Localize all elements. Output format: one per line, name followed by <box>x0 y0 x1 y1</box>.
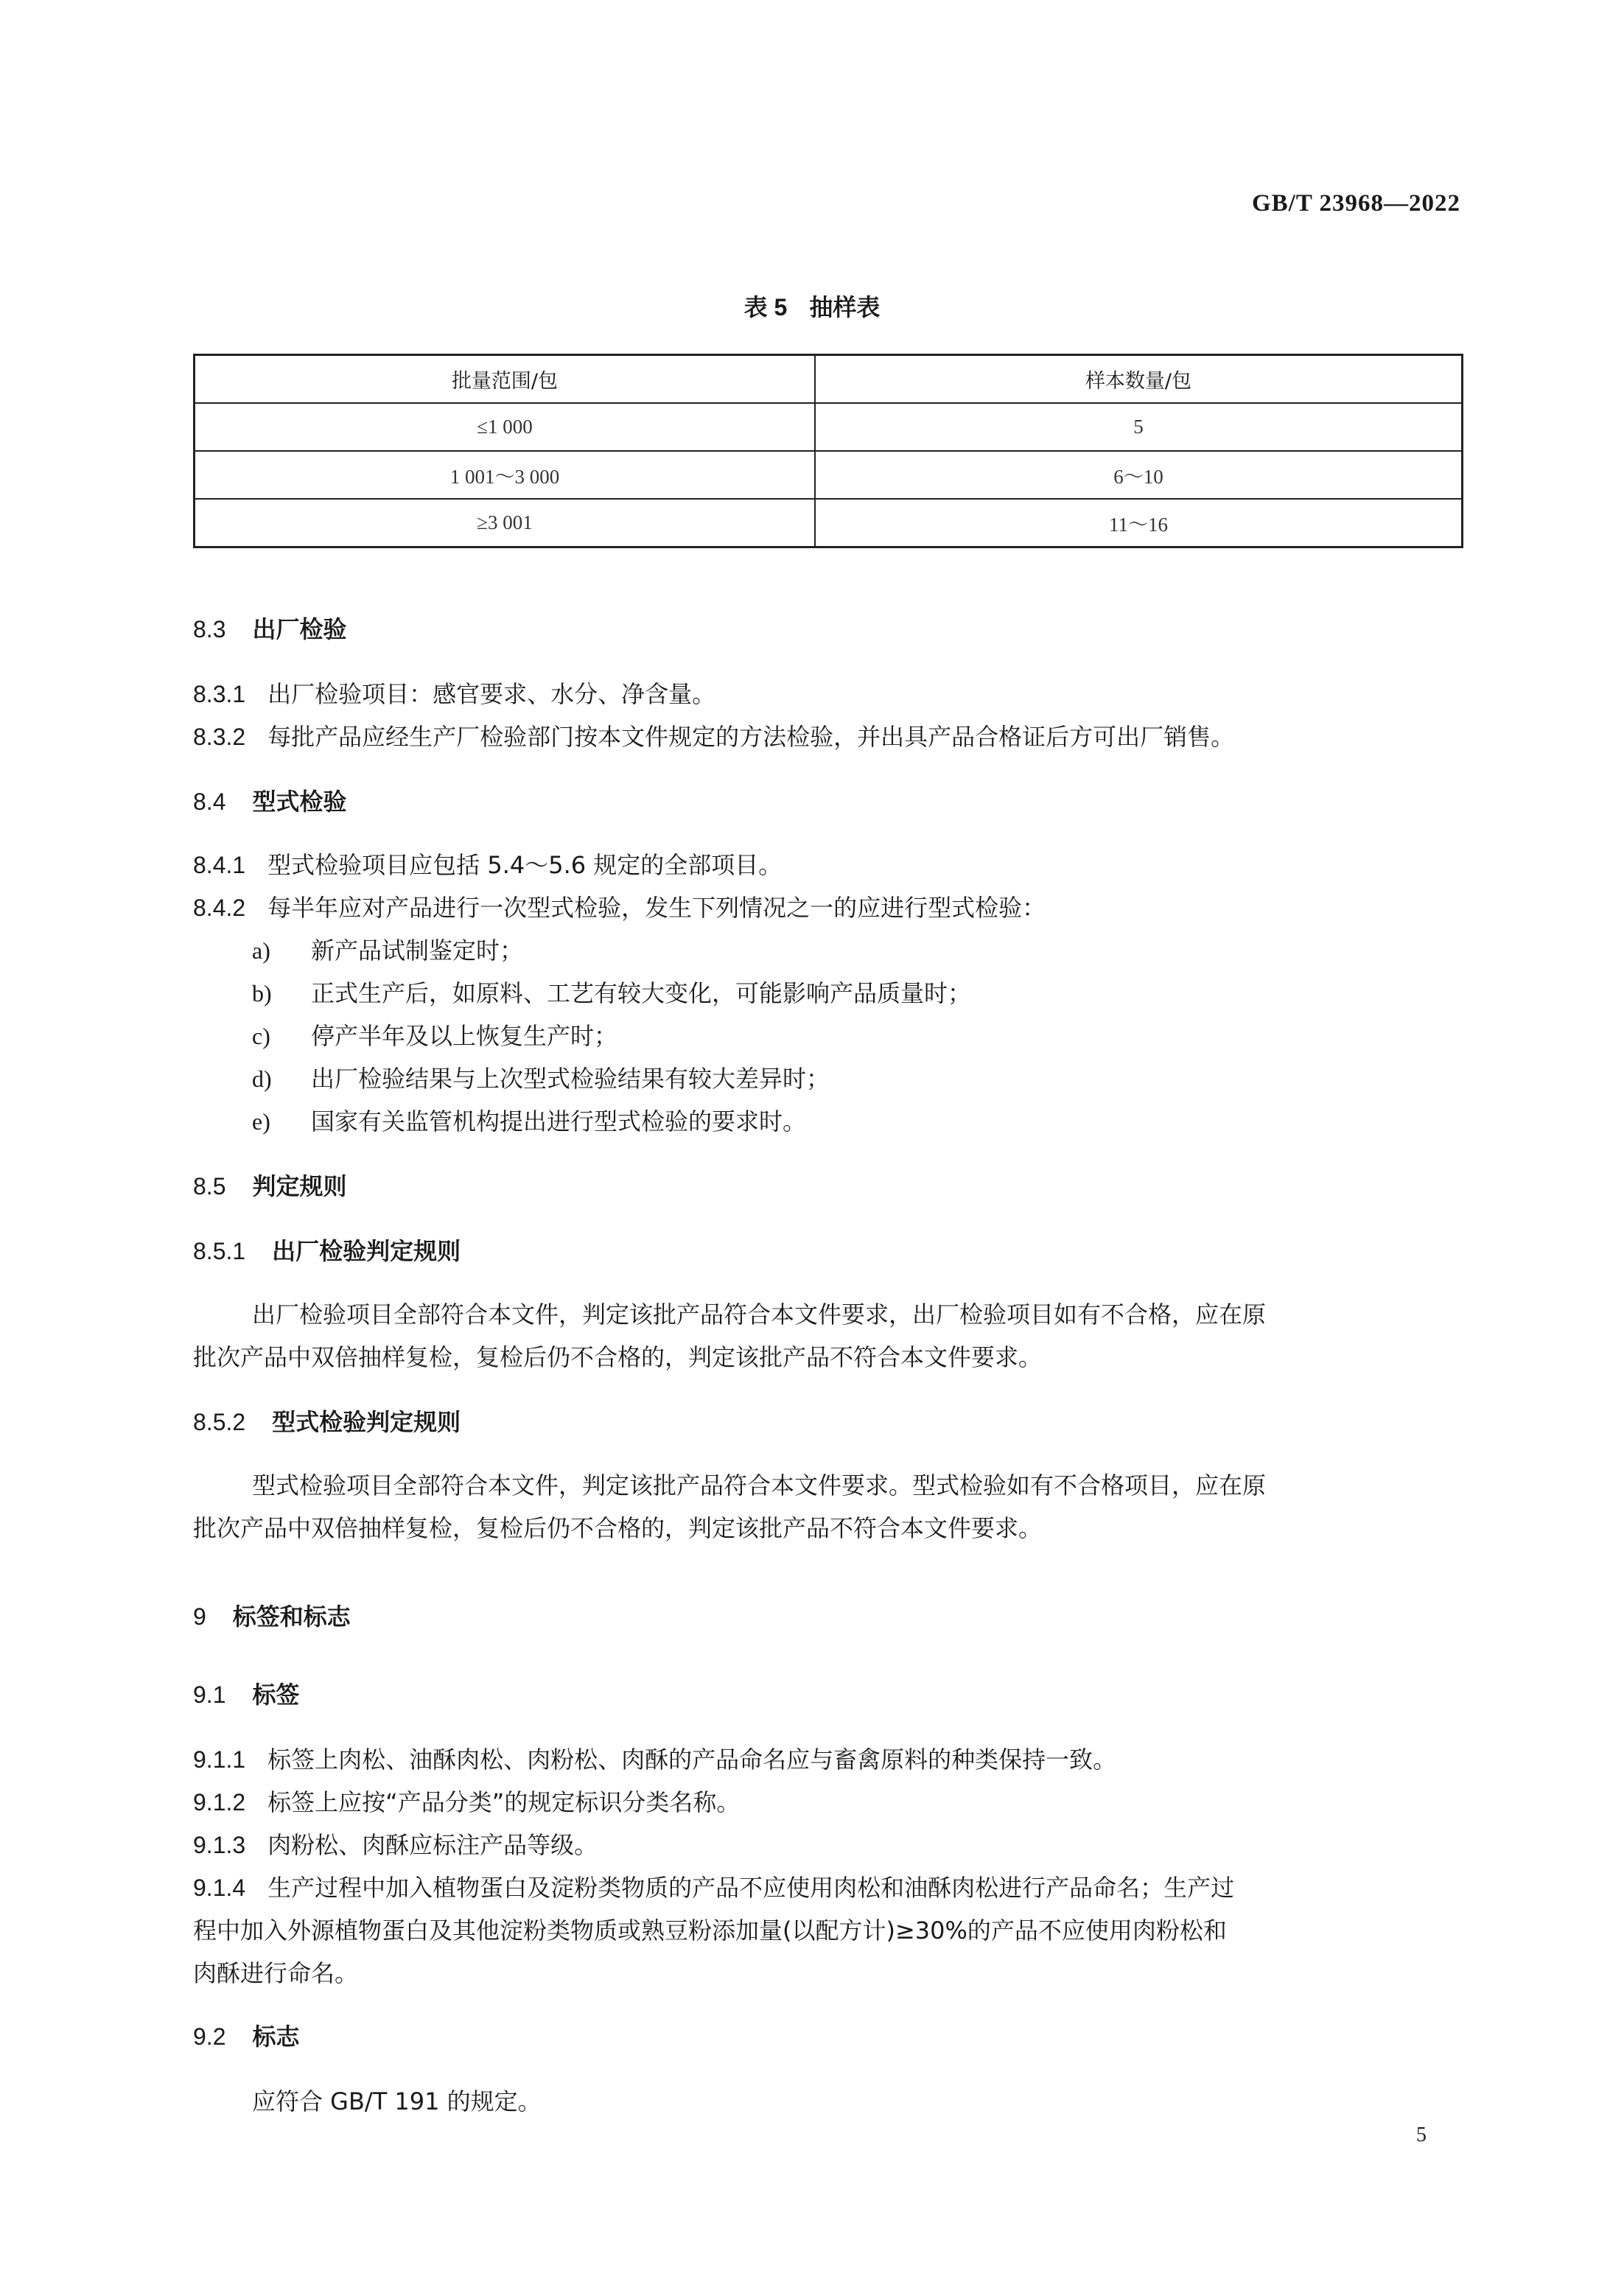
list-item: e) 国家有关监管机构提出进行型式检验的要求时。 <box>252 1107 807 1135</box>
paragraph-line: 应符合 GB/T 191 的规定。 <box>252 2087 542 2115</box>
table-cell: ≤1 000 <box>195 403 816 451</box>
paragraph-line: 肉酥进行命名。 <box>193 1959 359 1987</box>
clause-8-4-1: 8.4.1 型式检验项目应包括 5.4～5.6 规定的全部项目。 <box>193 851 783 879</box>
table-row <box>195 403 1463 451</box>
column-header-sample-size: 样本数量/包 <box>815 355 1463 404</box>
list-item: d) 出厂检验结果与上次型式检验结果有较大差异时； <box>252 1065 830 1093</box>
list-item: b) 正式生产后，如原料、工艺有较大变化，可能影响产品质量时； <box>252 979 972 1007</box>
section-heading-8-4: 8.4 型式检验 <box>193 788 347 816</box>
table-row <box>195 451 1463 499</box>
paragraph-line: 出厂检验项目全部符合本文件，判定该批产品符合本文件要求，出厂检验项目如有不合格，应在原 <box>252 1300 1267 1328</box>
section-heading-9-1: 9.1 标签 <box>193 1681 300 1709</box>
table-row <box>195 499 1463 547</box>
section-heading-8-5-1: 8.5.1 出厂检验判定规则 <box>193 1237 461 1265</box>
sampling-table <box>193 354 1463 548</box>
clause-9-1-3: 9.1.3 肉粉松、肉酥应标注产品等级。 <box>193 1831 598 1859</box>
list-item: a) 新产品试制鉴定时； <box>252 937 524 965</box>
page-number: 5 <box>1416 2124 1427 2146</box>
section-heading-8-3: 8.3 出厂检验 <box>193 615 347 643</box>
table-title: 抽样表 <box>809 293 881 321</box>
document-code: GB/T 23968—2022 <box>1251 190 1460 217</box>
table-cell: 5 <box>815 403 1463 451</box>
clause-9-1-1: 9.1.1 标签上肉松、油酥肉松、肉粉松、肉酥的产品命名应与畜禽原料的种类保持一致。 <box>193 1746 1117 1774</box>
table-cell: 11～16 <box>815 499 1463 547</box>
clause-9-1-4: 9.1.4 生产过程中加入植物蛋白及淀粉类物质的产品不应使用肉松和油酥肉松进行产品命名；生产过 <box>193 1874 1235 1902</box>
paragraph-line: 批次产品中双倍抽样复检，复检后仍不合格的，判定该批产品不符合本文件要求。 <box>193 1514 1043 1542</box>
clause-8-3-1: 8.3.1 出厂检验项目：感官要求、水分、净含量。 <box>193 680 716 708</box>
paragraph-line: 程中加入外源植物蛋白及其他淀粉类物质或熟豆粉添加量(以配方计)≥30%的产品不应使用肉粉松和 <box>193 1916 1227 1944</box>
paragraph-line: 型式检验项目全部符合本文件，判定该批产品符合本文件要求。型式检验如有不合格项目，应在原 <box>252 1471 1267 1499</box>
section-heading-9-2: 9.2 标志 <box>193 2023 300 2051</box>
clause-9-1-2: 9.1.2 标签上应按“产品分类”的规定标识分类名称。 <box>193 1788 741 1816</box>
list-item: c) 停产半年及以上恢复生产时； <box>252 1022 618 1050</box>
table-cell: ≥3 001 <box>195 499 816 547</box>
clause-8-3-2: 8.3.2 每批产品应经生产厂检验部门按本文件规定的方法检验，并出具产品合格证后方可出厂销售。 <box>193 723 1235 751</box>
table-cell: 6～10 <box>815 451 1463 499</box>
clause-8-4-2: 8.4.2 每半年应对产品进行一次型式检验，发生下列情况之一的应进行型式检验： <box>193 894 1046 922</box>
table-number: 表 5 <box>743 294 788 321</box>
table-header-row <box>195 355 1463 404</box>
section-heading-8-5: 8.5 判定规则 <box>193 1172 347 1200</box>
table-caption <box>0 289 1624 323</box>
column-header-batch-range: 批量范围/包 <box>195 355 816 404</box>
paragraph-line: 批次产品中双倍抽样复检，复检后仍不合格的，判定该批产品不符合本文件要求。 <box>193 1343 1043 1371</box>
section-heading-8-5-2: 8.5.2 型式检验判定规则 <box>193 1408 461 1436</box>
chapter-heading-9: 9 标签和标志 <box>193 1603 351 1631</box>
table-cell: 1 001～3 000 <box>195 451 816 499</box>
